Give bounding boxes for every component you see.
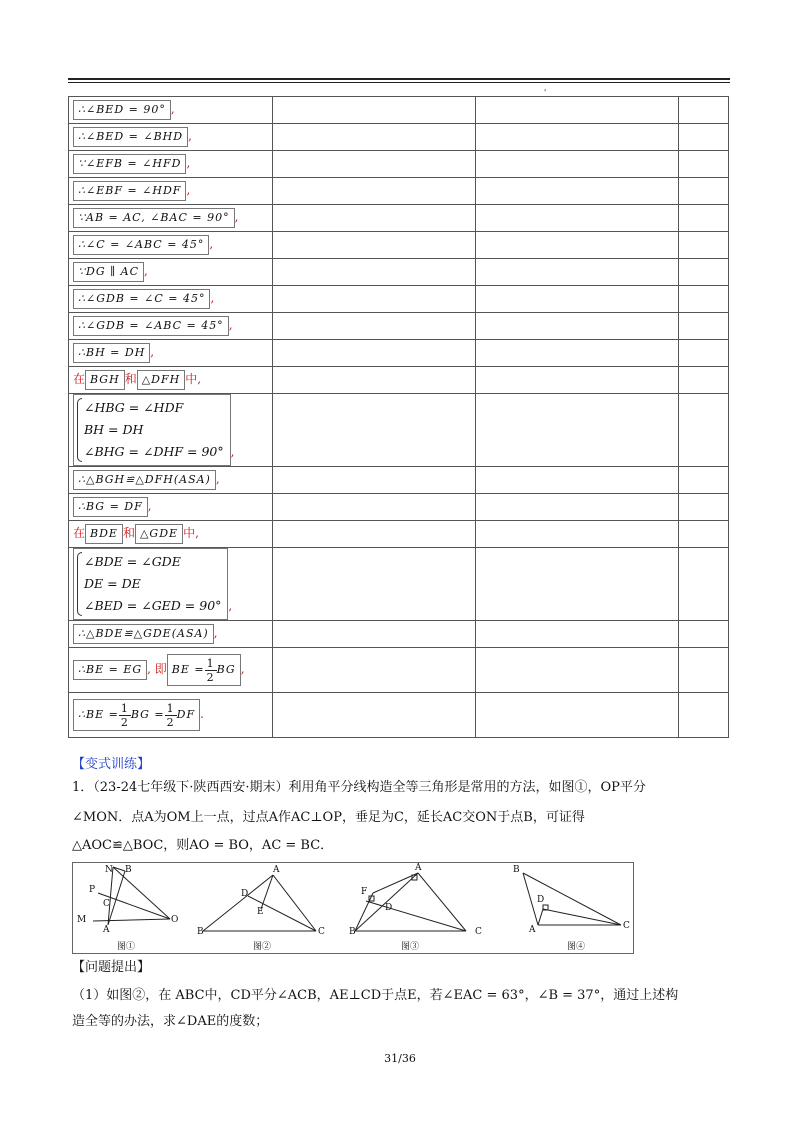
step-punct: , <box>188 129 192 143</box>
blank-cell <box>679 286 729 313</box>
fig1-label-n: N <box>105 865 113 875</box>
fig3-caption: 图③ <box>401 942 420 952</box>
fig3-label-f: F <box>361 887 368 897</box>
fig2-label-a: A <box>273 865 280 875</box>
expr-rhs: BG <box>216 663 236 676</box>
blank-cell <box>476 521 679 548</box>
expr-lhs: ∴BE = <box>78 708 119 721</box>
fig3-ab <box>355 873 418 931</box>
step-expression: BDE <box>85 524 123 544</box>
fraction-denominator: 2 <box>120 715 129 729</box>
step-punct: , <box>150 345 155 359</box>
proof-step-cell <box>69 548 273 621</box>
blank-cell <box>273 97 476 124</box>
fig4-label-c: C <box>623 921 630 931</box>
fig4-ad <box>538 909 543 925</box>
fig1-label-c: C <box>103 899 110 909</box>
blank-cell <box>273 648 476 693</box>
proof-row <box>69 97 729 124</box>
fig2-ac <box>273 875 316 931</box>
blank-cell <box>476 232 679 259</box>
fig1-line-om <box>93 919 170 921</box>
proof-step-cell <box>69 259 273 286</box>
fraction-numerator: 1 <box>206 656 215 670</box>
blank-cell <box>476 494 679 521</box>
proof-row <box>69 693 729 738</box>
header-mark: ' <box>544 88 547 97</box>
step-expression: ∴∠EBF = ∠HDF <box>73 181 186 201</box>
blank-cell <box>679 467 729 494</box>
page-number: 31/36 <box>384 1052 416 1065</box>
blank-cell <box>679 205 729 232</box>
blank-cell <box>476 205 679 232</box>
problem-line-2: ∠MON．点A为OM上一点，过点A作AC⊥OP，垂足为C，延长AC交ON于点B，可证得 <box>72 810 585 825</box>
blank-cell <box>273 394 476 467</box>
blank-cell <box>273 340 476 367</box>
blank-cell <box>476 367 679 394</box>
fraction <box>119 702 131 729</box>
blank-cell <box>273 259 476 286</box>
problem-line-3: △AOC≌△BOC，则AO = BO，AC = BC． <box>72 838 334 853</box>
system-line: ∠BED = ∠GED = 90° <box>84 598 222 613</box>
blank-cell <box>273 205 476 232</box>
fig2-label-c: C <box>318 927 325 937</box>
blank-cell <box>679 313 729 340</box>
step-punct: , <box>210 291 215 305</box>
blank-cell <box>476 97 679 124</box>
equation-system <box>73 548 228 620</box>
proof-row <box>69 467 729 494</box>
proof-step-cell <box>69 394 273 467</box>
fig3-bf <box>355 893 373 931</box>
blank-cell <box>476 259 679 286</box>
step-expression: ∴BG = DF <box>73 497 148 517</box>
blank-cell <box>476 621 679 648</box>
fig3-cf <box>366 901 466 931</box>
question-1-line-1: （1）如图②，在 ABC中，CD平分∠ACB，AE⊥CD于点E，若∠EAC = 63°，∠B = 37°，通过上述构 <box>72 988 679 1003</box>
proof-row <box>69 367 729 394</box>
proof-step-cell <box>69 151 273 178</box>
figures-svg <box>73 863 633 953</box>
fig1-label-o: O <box>171 915 179 925</box>
fig4-dc <box>543 909 621 925</box>
step-expression: ∵DG ∥ AC <box>73 262 144 282</box>
step-punct: . <box>200 707 204 721</box>
step-expression: △DFH <box>137 370 186 390</box>
section-title: 【变式训练】 <box>72 757 151 772</box>
fig2-label-e: E <box>257 907 264 917</box>
blank-cell <box>679 394 729 467</box>
fraction-numerator: 1 <box>166 701 175 715</box>
fraction-denominator: 2 <box>166 715 175 729</box>
fig1-label-m: M <box>77 915 87 925</box>
fraction <box>165 702 177 729</box>
step-punct: , <box>186 183 191 197</box>
fig4-caption: 图④ <box>567 942 586 952</box>
step-expression <box>167 654 241 686</box>
step-expression: ∴∠BED = 90° <box>73 100 171 120</box>
expr-mid: BG = <box>130 708 165 721</box>
blank-cell <box>273 548 476 621</box>
fig4-label-a: A <box>529 925 536 935</box>
fig1-caption: 图① <box>117 942 136 952</box>
blank-cell <box>476 313 679 340</box>
fig1-label-p: P <box>89 885 96 895</box>
proof-row <box>69 340 729 367</box>
step-punct: , <box>144 264 148 278</box>
blank-cell <box>679 648 729 693</box>
proof-step-cell <box>69 521 273 548</box>
blank-cell <box>679 621 729 648</box>
blank-cell <box>679 124 729 151</box>
step-punct: , <box>186 156 191 170</box>
fig3-ac <box>418 873 466 931</box>
system-line: BH = DH <box>84 422 144 437</box>
proof-row <box>69 394 729 467</box>
step-expression: ∴BE = EG <box>73 660 147 680</box>
proof-step-cell <box>69 340 273 367</box>
blank-cell <box>273 232 476 259</box>
blank-cell <box>679 151 729 178</box>
step-punct: 中, <box>185 372 202 386</box>
fig4-label-d: D <box>537 895 545 905</box>
proof-row <box>69 648 729 693</box>
fig3-label-a: A <box>415 863 422 873</box>
blank-cell <box>679 367 729 394</box>
step-expression: ∴BH = DH <box>73 343 150 363</box>
system-line: ∠BHG = ∠DHF = 90° <box>84 444 224 459</box>
blank-cell <box>273 151 476 178</box>
step-expression: △GDE <box>135 524 183 544</box>
proof-step-cell <box>69 205 273 232</box>
step-punct: , <box>234 210 239 224</box>
proof-step-cell <box>69 313 273 340</box>
step-punct: , <box>228 599 233 613</box>
fig3-label-c: C <box>475 927 482 937</box>
proof-row <box>69 521 729 548</box>
step-punct: , <box>147 499 152 513</box>
proof-row <box>69 124 729 151</box>
blank-cell <box>679 178 729 205</box>
step-expression: ∴∠GDB = ∠ABC = 45° <box>73 316 229 336</box>
blank-cell <box>476 548 679 621</box>
proof-step-cell <box>69 178 273 205</box>
fig2-label-d: D <box>241 889 249 899</box>
fraction <box>205 657 217 684</box>
step-expression: ∴∠GDB = ∠C = 45° <box>73 289 210 309</box>
expr-rhs: DF <box>176 708 196 721</box>
fraction-denominator: 2 <box>206 670 215 684</box>
system-line: DE = DE <box>84 576 141 591</box>
proof-row <box>69 151 729 178</box>
step-punct: , <box>215 472 220 486</box>
proof-step-cell <box>69 648 273 693</box>
proof-row <box>69 178 729 205</box>
problem-line-1: 1．（23-24七年级下·陕西西安·期末）利用角平分线构造全等三角形是常用的方法，如图①，OP平分 <box>72 780 646 795</box>
blank-cell <box>273 621 476 648</box>
blank-cell <box>679 494 729 521</box>
fig2-caption: 图② <box>253 942 272 952</box>
fig1-label-a: A <box>103 925 110 935</box>
fraction-numerator: 1 <box>120 701 129 715</box>
proof-row <box>69 313 729 340</box>
blank-cell <box>679 97 729 124</box>
blank-cell <box>476 124 679 151</box>
proof-row <box>69 494 729 521</box>
proof-step-cell <box>69 124 273 151</box>
proof-table <box>68 96 729 738</box>
proof-step-cell <box>69 467 273 494</box>
proof-step-cell <box>69 97 273 124</box>
header-rule-thin <box>68 82 730 83</box>
step-expression: ∴∠C = ∠ABC = 45° <box>73 235 209 255</box>
step-punct: 和 <box>124 372 137 386</box>
blank-cell <box>679 232 729 259</box>
blank-cell <box>476 693 679 738</box>
step-expression: ∴△BDE≌△GDE(ASA) <box>73 624 214 644</box>
proof-row <box>69 259 729 286</box>
proof-step-cell <box>69 693 273 738</box>
question-1-line-2: 造全等的办法，求∠DAE的度数； <box>72 1014 269 1029</box>
step-expression: BGH <box>85 370 125 390</box>
proof-step-cell <box>69 232 273 259</box>
fig4-ba <box>523 873 538 925</box>
step-expression: ∴△BGH≌△DFH(ASA) <box>73 470 216 490</box>
proof-row <box>69 548 729 621</box>
blank-cell <box>273 286 476 313</box>
step-punct: , <box>213 626 218 640</box>
blank-cell <box>476 394 679 467</box>
blank-cell <box>273 124 476 151</box>
blank-cell <box>273 693 476 738</box>
fig3-label-d: D <box>385 903 393 913</box>
blank-cell <box>476 286 679 313</box>
system-line: ∠HBG = ∠HDF <box>84 400 184 415</box>
question-header: 【问题提出】 <box>72 960 151 975</box>
blank-cell <box>679 521 729 548</box>
step-expression: ∴∠BED = ∠BHD <box>73 127 188 147</box>
proof-step-cell <box>69 494 273 521</box>
blank-cell <box>273 521 476 548</box>
proof-step-cell <box>69 367 273 394</box>
step-punct: 和 <box>122 526 135 540</box>
blank-cell <box>679 548 729 621</box>
proof-row <box>69 205 729 232</box>
fig3-label-b: B <box>349 927 356 937</box>
blank-cell <box>273 178 476 205</box>
blank-cell <box>476 340 679 367</box>
blank-cell <box>273 313 476 340</box>
expr-lhs: BE = <box>171 663 205 676</box>
step-punct: 在 <box>73 372 86 386</box>
blank-cell <box>476 467 679 494</box>
step-expression: ∵∠EFB = ∠HFD <box>73 154 186 174</box>
step-punct: , <box>240 662 245 676</box>
blank-cell <box>476 648 679 693</box>
blank-cell <box>679 340 729 367</box>
blank-cell <box>476 178 679 205</box>
figures-panel <box>72 862 634 954</box>
system-line: ∠BDE = ∠GDE <box>84 554 181 569</box>
step-punct: 在 <box>73 526 86 540</box>
fig2-label-b: B <box>197 927 204 937</box>
fig4-label-b: B <box>513 865 520 875</box>
step-expression: ∵AB = AC, ∠BAC = 90° <box>73 208 235 228</box>
blank-cell <box>679 259 729 286</box>
step-punct: , <box>228 318 233 332</box>
proof-step-cell <box>69 286 273 313</box>
proof-row <box>69 232 729 259</box>
blank-cell <box>273 467 476 494</box>
equation-system <box>73 394 231 466</box>
header-rule <box>68 78 730 80</box>
blank-cell <box>273 494 476 521</box>
step-punct: , <box>230 445 235 459</box>
blank-cell <box>679 693 729 738</box>
blank-cell <box>476 151 679 178</box>
fig1-label-b: B <box>125 865 132 875</box>
step-punct: , <box>170 102 175 116</box>
proof-row <box>69 621 729 648</box>
fig1-line-on <box>113 867 170 919</box>
step-punct: 中, <box>183 526 199 540</box>
proof-step-cell <box>69 621 273 648</box>
step-expression <box>73 699 200 731</box>
proof-row <box>69 286 729 313</box>
step-punct: , <box>209 237 214 251</box>
blank-cell <box>273 367 476 394</box>
step-punct: , 即 <box>147 662 167 676</box>
